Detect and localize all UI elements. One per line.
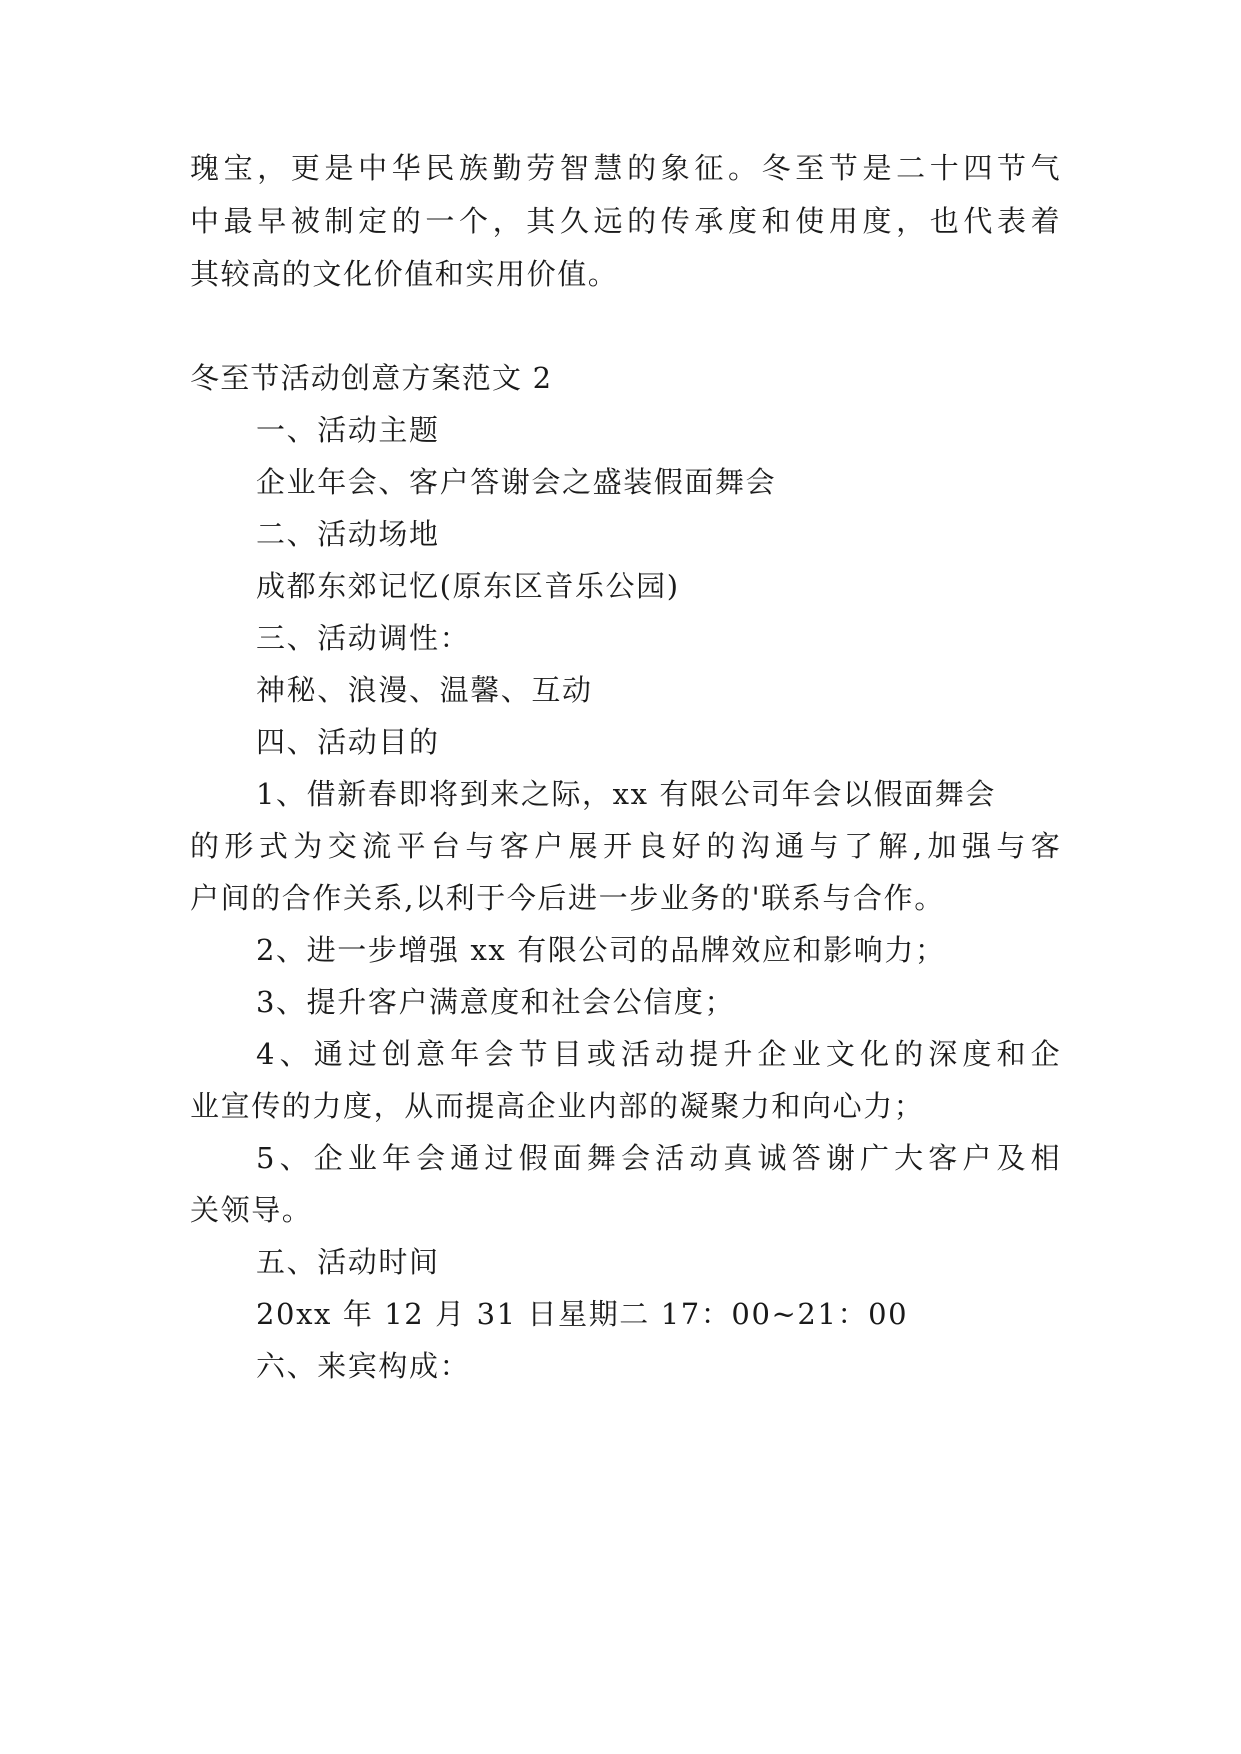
list-item-line: 3、提升客户满意度和社会公信度； bbox=[256, 985, 736, 1019]
list-item-line: 1、借新春即将到来之际，xx 有限公司年会以假面舞会 bbox=[256, 777, 996, 811]
section-title: 冬至节活动创意方案范文 2 bbox=[190, 361, 553, 395]
list-item-line: 5 、 企 业 年 会 通 过 假 面 舞 会 活 动 真 诚 答 谢 广 大 客 户 及 相 bbox=[256, 1141, 1060, 1175]
paragraph-line: 神秘、浪漫、温馨、互动 bbox=[256, 673, 593, 707]
list-item-line: 4 、 通 过 创 意 年 会 节 目 或 活 动 提 升 企 业 文 化 的 深 度 和 企 bbox=[256, 1037, 1060, 1071]
heading-activity-purpose: 四、活动目的 bbox=[256, 725, 440, 759]
heading-guest-composition: 六、来宾构成： bbox=[256, 1349, 471, 1383]
list-item-line: 2、进一步增强 xx 有限公司的品牌效应和影响力； bbox=[256, 933, 946, 967]
paragraph-line: 中 最 早 被 制 定 的 一 个 ， 其 久 远 的 传 承 度 和 使 用 度 ， 也 代 表 着 bbox=[190, 204, 1060, 238]
heading-activity-venue: 二、活动场地 bbox=[256, 517, 440, 551]
paragraph-line: 其较高的文化价值和实用价值。 bbox=[190, 257, 619, 291]
heading-activity-time: 五、活动时间 bbox=[256, 1245, 440, 1279]
paragraph-line: 20xx 年 12 月 31 日星期二 17：00~21：00 bbox=[256, 1297, 909, 1331]
list-item-line: 关领导。 bbox=[190, 1193, 313, 1227]
list-item-line: 的 形 式 为 交 流 平 台 与 客 户 展 开 良 好 的 沟 通 与 了 解 , 加 强 与 客 bbox=[190, 829, 1060, 863]
list-item-line: 业宣传的力度，从而提高企业内部的凝聚力和向心力； bbox=[190, 1089, 925, 1123]
paragraph-line: 成都东郊记忆(原东区音乐公园) bbox=[256, 569, 680, 603]
heading-activity-theme: 一、活动主题 bbox=[256, 413, 440, 447]
heading-activity-tone: 三、活动调性： bbox=[256, 621, 471, 655]
list-item-line: 户间的合作关系,以利于今后进一步业务的'联系与合作。 bbox=[190, 881, 945, 915]
paragraph-line: 瑰 宝 ， 更 是 中 华 民 族 勤 劳 智 慧 的 象 征 。 冬 至 节 是 二 十 四 节 气 bbox=[190, 151, 1060, 185]
paragraph-line: 企业年会、客户答谢会之盛装假面舞会 bbox=[256, 465, 777, 499]
